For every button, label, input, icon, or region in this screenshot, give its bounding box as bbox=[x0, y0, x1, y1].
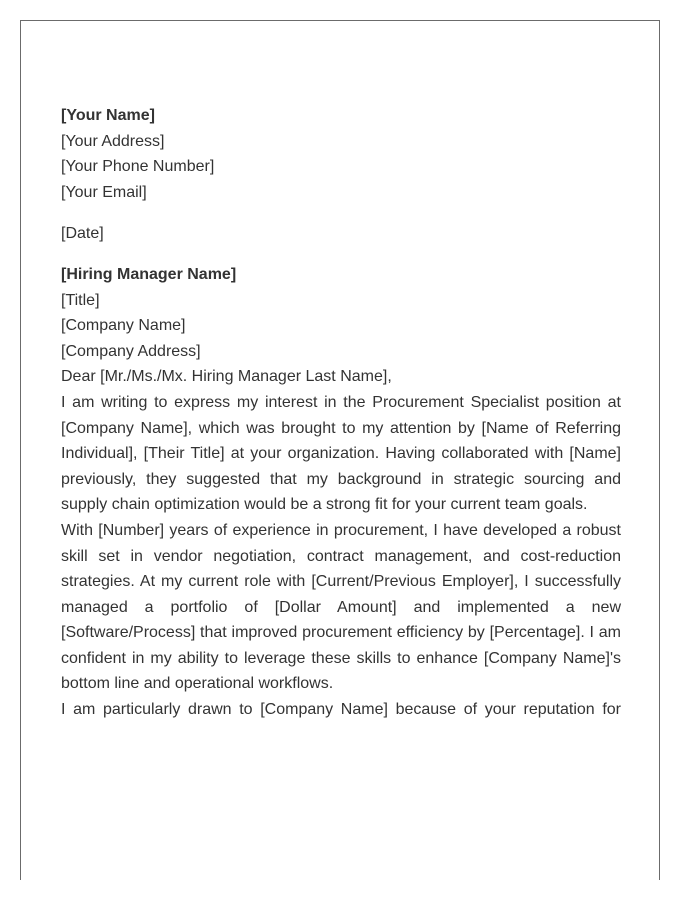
sender-phone: [Your Phone Number] bbox=[61, 158, 215, 176]
recipient-block bbox=[61, 262, 621, 364]
recipient-address: [Company Address] bbox=[61, 342, 201, 360]
recipient-name: [Hiring Manager Name] bbox=[61, 265, 237, 283]
sender-name: [Your Name] bbox=[61, 107, 155, 124]
letter-date: [Date] bbox=[61, 224, 104, 242]
sender-block bbox=[61, 103, 621, 205]
recipient-title: [Title] bbox=[61, 291, 100, 309]
body-paragraph-2: With [Number] years of experience in procurement, I have developed a robust skill set in vendor negotiation, contract management, and cost-reduction strategies. At my current role with [Current/Previous Employer], I successfully managed a portfolio of [Dollar Amount] and implemented a new [Software/Process] that improved procurement efficiency by [Percentage]. I am confident in my ability to leverage these skills to enhance [Company Name]'s bottom line and operational workflows. bbox=[61, 521, 621, 693]
body-paragraph-3: I am particularly drawn to [Company Name] because of your reputation for bbox=[61, 701, 621, 719]
letter-body bbox=[61, 103, 621, 723]
salutation: Dear [Mr./Ms./Mx. Hiring Manager Last Name], bbox=[61, 368, 392, 386]
date-block bbox=[61, 221, 621, 247]
sender-email: [Your Email] bbox=[61, 183, 147, 201]
recipient-company: [Company Name] bbox=[61, 317, 186, 335]
sender-address: [Your Address] bbox=[61, 132, 165, 150]
body-paragraph-1: I am writing to express my interest in the Procurement Specialist position at [Company Name], which was brought to my attention by [Name of Referring Individual], [Their Title] at your organization. Having collaborated with [Name] previously, they suggested that my background in strategic sourcing and supply chain optimization would be a strong fit for your current team goals. bbox=[61, 393, 621, 514]
letter-page bbox=[20, 20, 660, 880]
